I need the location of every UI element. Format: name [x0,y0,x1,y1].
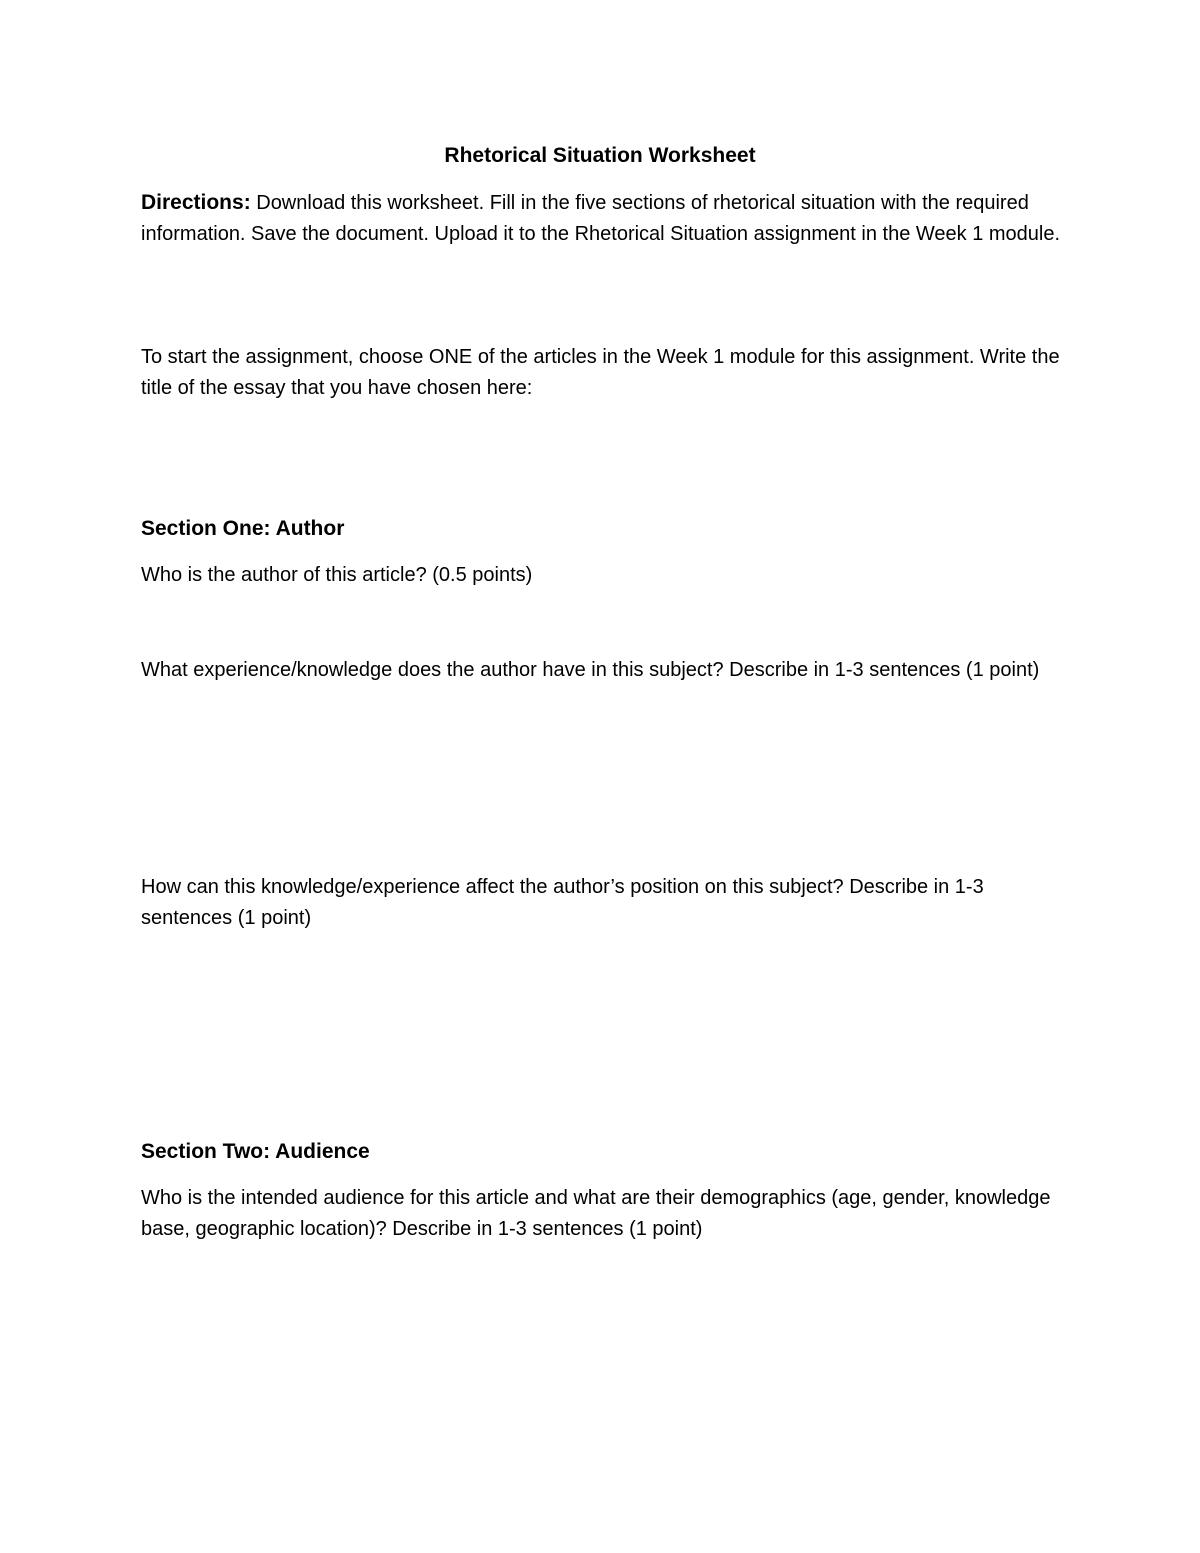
intro-paragraph: To start the assignment, choose ONE of the articles in the Week 1 module for this assignment. Write the title of the essay that you have chosen here: [141,346,1060,399]
question-audience-demographics: Who is the intended audience for this article and what are their demographics (age, gender, knowledge base, geographic location)? Describe in 1-3 sentences (1 point) [141,1187,1051,1240]
section-heading-audience: Section Two: Audience [141,1140,370,1163]
question-author-name: Who is the author of this article? (0.5 points) [141,564,533,586]
question-author-position: How can this knowledge/experience affect the author’s position on this subject? Describe in 1-3 sentences (1 point) [141,876,984,929]
question-author-experience: What experience/knowledge does the author have in this subject? Describe in 1-3 sentences (1 point) [141,659,1040,681]
directions-text: Download this worksheet. Fill in the five sections of rhetorical situation with the required information. Save the document. Upload it to the Rhetorical Situation assignment in the Week 1 module. [141,192,1061,245]
directions-label: Directions: [141,191,251,214]
section-heading-author: Section One: Author [141,517,345,540]
document-title: Rhetorical Situation Worksheet [444,144,756,167]
directions-paragraph [141,187,1061,250]
